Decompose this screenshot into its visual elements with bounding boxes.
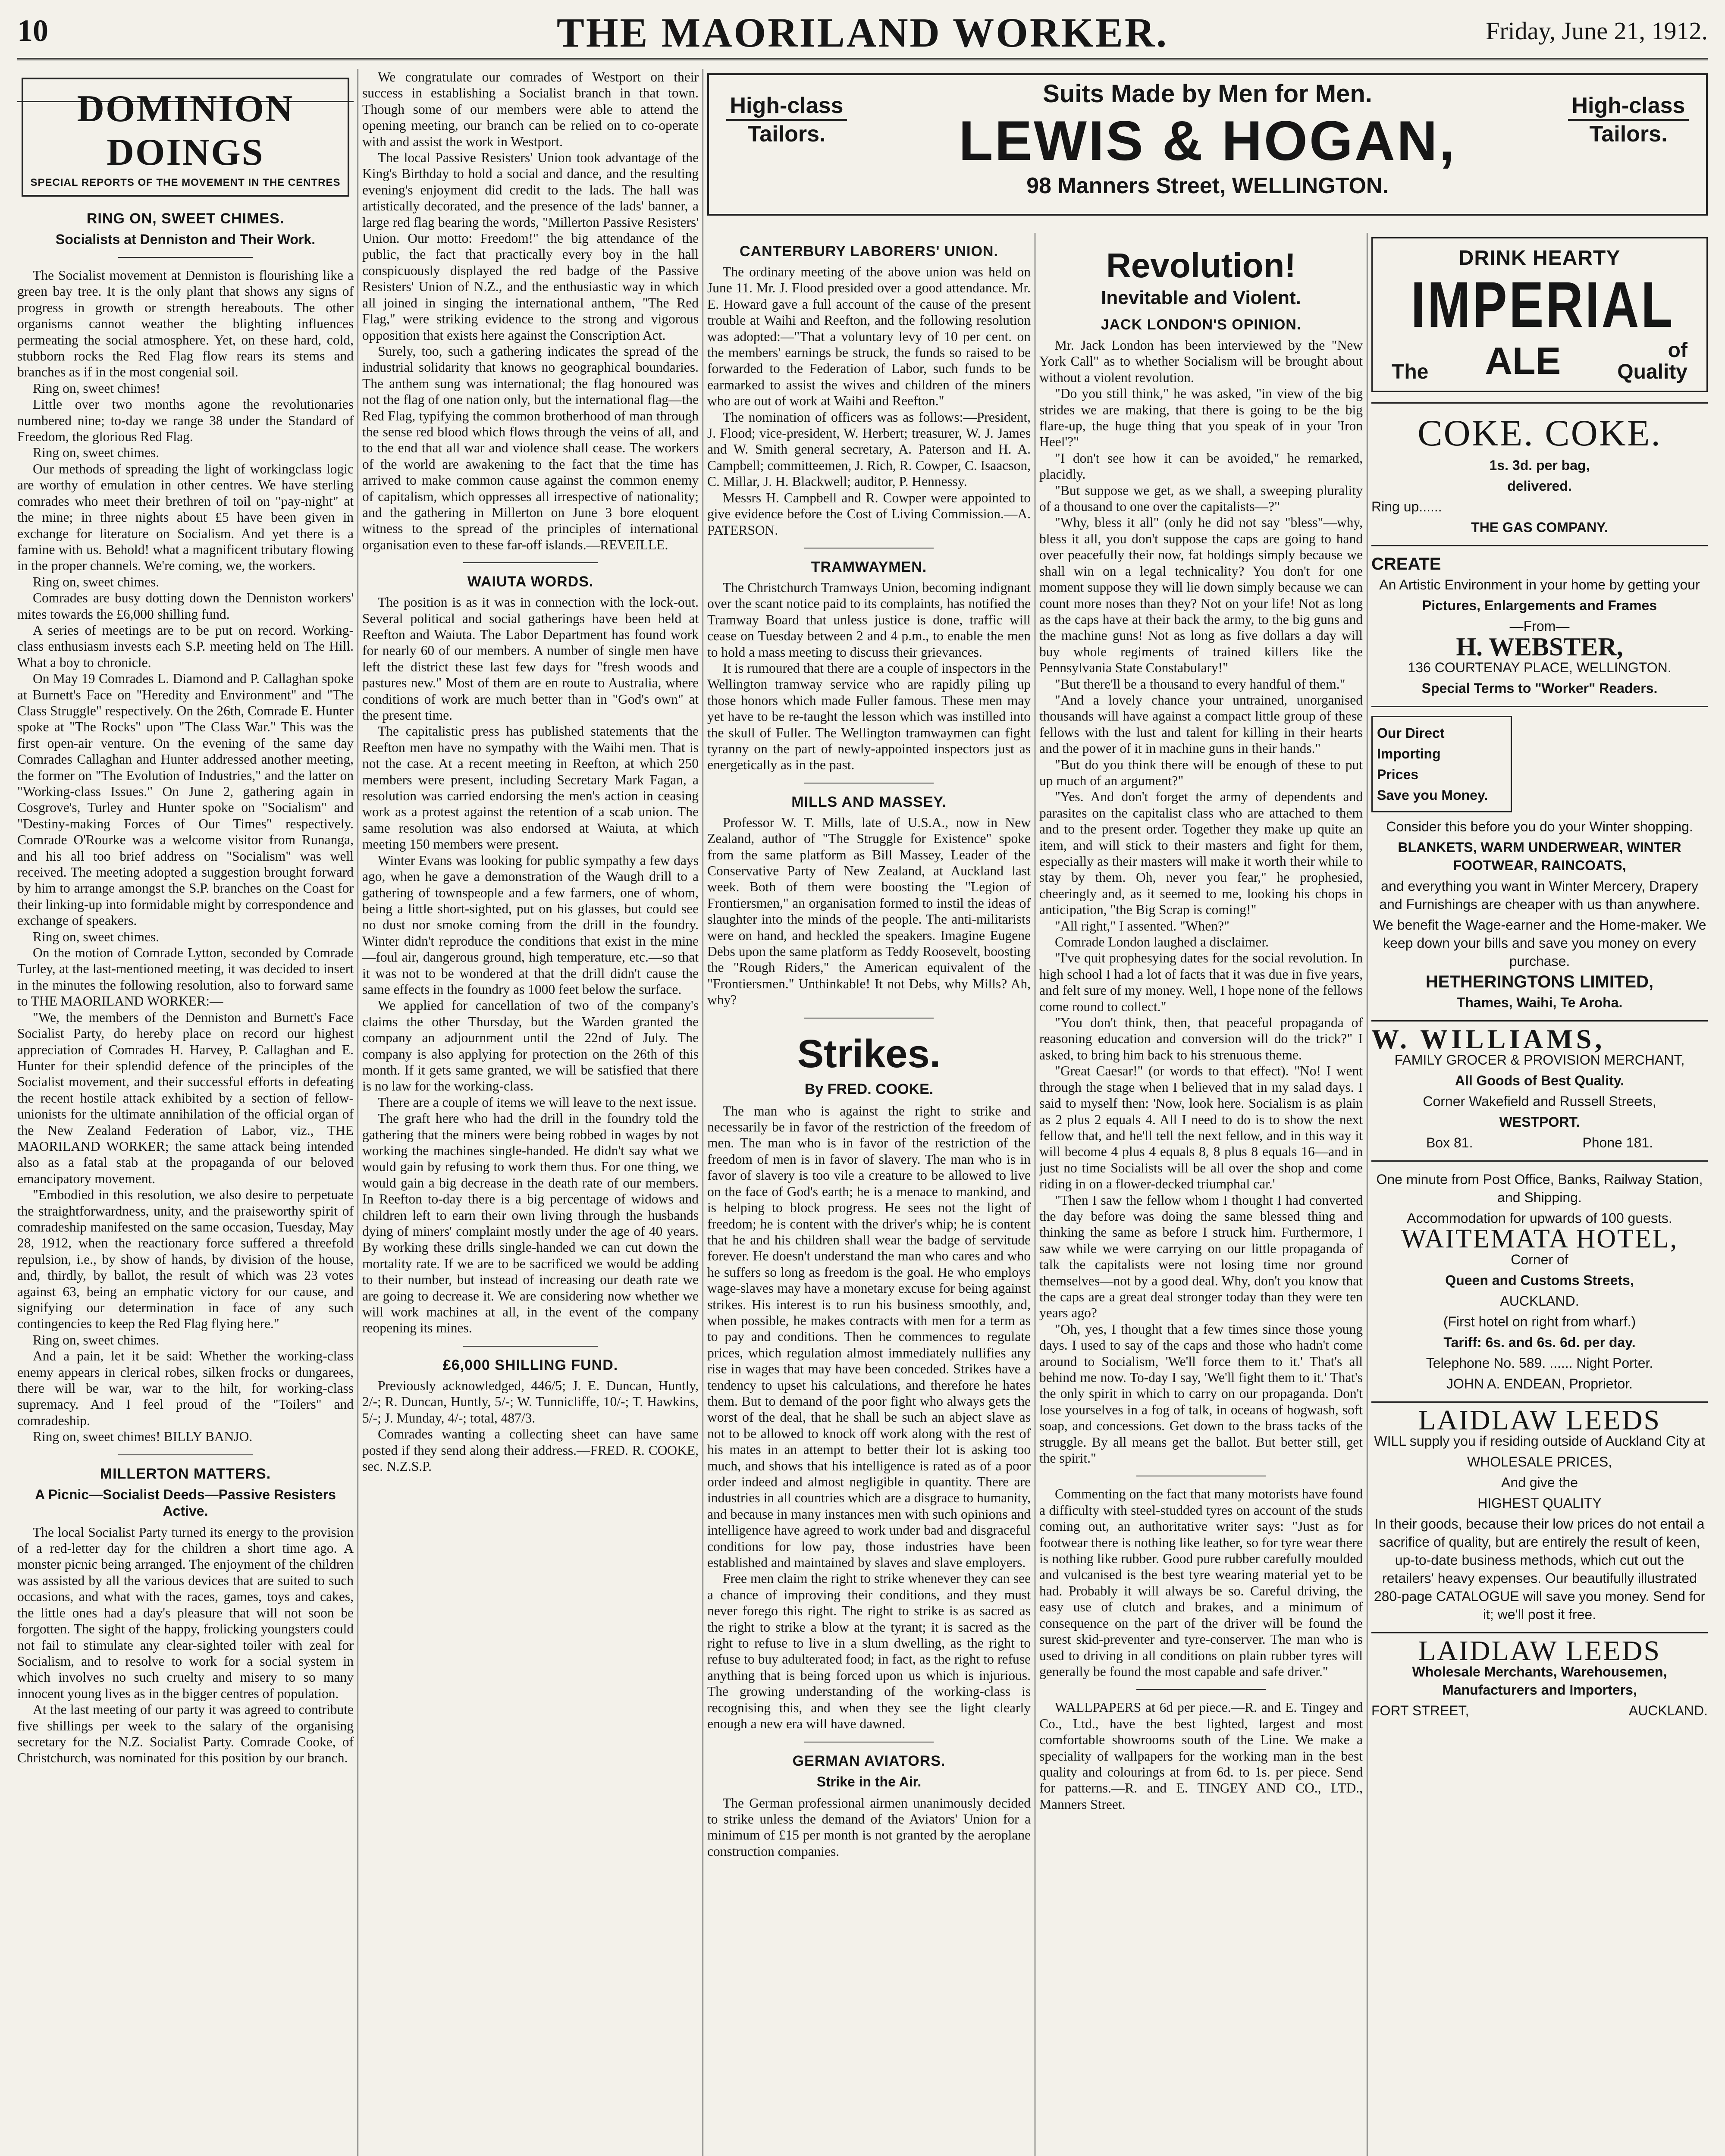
article-heading: GERMAN AVIATORS. bbox=[792, 1752, 946, 1769]
paragraph: "Great Caesar!" (or words to that effect). "No! I went through the stage when I believed that in my salad days. I said to myself then: 'Now, look here. Socialism is as plain as 2 plus 2 equals 4. All I need to do is to show the next fellow that, and he'll tell the next fellow, and in this way it will become 4 plus 4 equals 8, 8 plus 8 equals 16—and in just no time Socialists will be all over the shop and come riding in on a flower-decked triumphal car.' bbox=[1039, 1063, 1363, 1192]
paragraph: Comrades wanting a collecting sheet can have same posted if they send along their address.—FRED. R. COOKE, sec. N.Z.S.P. bbox=[362, 1426, 699, 1474]
ad-firm-name: LAIDLAW LEEDS bbox=[1418, 1404, 1661, 1436]
ad-line: Save you Money. bbox=[1377, 787, 1488, 803]
paragraph: "You don't think, then, that peaceful propaganda of reasoning education and conversion will do the trick?" I asked, to bring him back to his strenuous theme. bbox=[1039, 1015, 1363, 1062]
ad-side-left bbox=[726, 92, 847, 147]
divider bbox=[1371, 1401, 1708, 1403]
dominion-doings-banner bbox=[22, 78, 349, 197]
paragraph: The man who is against the right to strike and necessarily be in favor of the restriction of the freedom of men. The man who is in favor of the restriction of the freedom of men is in favor of slavery. The man who is in favor of slavery is too vile a creature to be allowed to live on the face of God's earth; he is a menace to mankind, and is helping to block progress. He sees not the light of freedom; he is content with the driver's whip; he is content that he and his children shall wear the badge of servitude forever. He doesn't understand the man who cares and who he suffers so long as freedom is the goal. He who employs wage-slaves may have a monetary excuse for being against strikes. His interest is to run his business smoothly, and, when possible, he makes contracts with men for a term as to pay and conditions. Then he commences to regulate prices, which regulation almost immediately nullifies any rise in wages that may have been conceded. Strikes have a tendency to upset his calculations, and therefore he hates them. But to demand of the poor fight who always gets the worst of the deal, that he shall be such an abject slave as not to be allowed to knock off work along with the rest of his mates in an attempt to better their lot is asking too much, and shows that his intelligence is rated as of a poor order indeed and almost negligible in quantity. There are industries in all countries which are a disgrace to humanity, and because in many instances men with such opinions and intelligence have agreed to work under bad and disgraceful conditions for low pay, those industries have been established and maintained by slaves and slave employers. bbox=[707, 1103, 1031, 1570]
coke-advert bbox=[1371, 412, 1708, 536]
article-subheading: Strike in the Air. bbox=[816, 1774, 922, 1789]
article-heading: MILLS AND MASSEY. bbox=[791, 793, 947, 810]
article-subheading: Inevitable and Violent. bbox=[1101, 287, 1301, 308]
lewis-hogan-advert bbox=[707, 73, 1708, 216]
ad-side-line: High-class bbox=[726, 92, 847, 121]
paragraph: Comrade London laughed a disclaimer. bbox=[1055, 934, 1269, 950]
banner-subtitle: SPECIAL REPORTS OF THE MOVEMENT IN THE CENTRES bbox=[30, 177, 341, 188]
paragraph: Professor W. T. Mills, late of U.S.A., now in New Zealand, author of "The Struggle for Existence" spoke from the same platform as Bill Massey, Leader of the Conservative Party of New Zealand, at Auckland last week. Both of them were boosting the "Legion of Frontiersmen," an organisation formed to instil the ideas of slaughter into the minds of the people. The anti-militarists were on hand, and heckled the speakers. Imagine Eugene Debs upon the same platform as Teddy Roosevelt, boosting the "Rough Riders," the American equivalent of the "Frontiersmen." Unthinkable! It not Debs, why Mills? Ah, why? bbox=[707, 815, 1031, 1008]
ad-line: We benefit the Wage-earner and the Home-maker. We keep down your bills and save you money on every purchase. bbox=[1373, 917, 1706, 969]
ad-line: In their goods, because their low prices do not entail a sacrifice of quality, but are entirely the result of keen, up-to-date business methods, which cut out the retailers' heavy expenses. Our beautifully illustrated 280-page CATALOGUE will save you money. Send for it; we'll post it free. bbox=[1374, 1516, 1706, 1622]
article-heading: RING ON, SWEET CHIMES. bbox=[86, 210, 285, 227]
ad-word: The bbox=[1392, 360, 1429, 383]
millerton-body-part1 bbox=[17, 1524, 354, 1766]
ad-line: Wholesale Merchants, Warehousemen, Manufacturers and Importers, bbox=[1412, 1664, 1667, 1698]
column-4 bbox=[1039, 233, 1363, 2156]
ad-address: 98 Manners Street, WELLINGTON. bbox=[1026, 173, 1389, 198]
article-subheading: Socialists at Denniston and Their Work. bbox=[55, 232, 316, 247]
paragraph: Surely, too, such a gathering indicates the spread of the industrial solidarity that knows no geographical boundaries. The anthem sung was international; the flag honoured was not the flag of one nation only, but the international flag—the Red Flag, typifying the common brotherhood of man through the sense red blood which flows through the veins of all, and to the end that all war and violence shall cease. The workers of the world are awakening to the fact that the time has arrived to make common cause against the common enemy of capitalism, which oppresses all irrespective of nationality; and the gathering in Millerton on June 3 bore eloquent witness to the spread of the principles of international organisation even to these far-off islands.—REVEILLE. bbox=[362, 343, 699, 552]
revolution-title: Revolution! bbox=[1106, 246, 1296, 285]
ad-line: An Artistic Environment in your home by getting your bbox=[1379, 577, 1700, 592]
ad-line: WILL supply you if residing outside of Auckland City at bbox=[1374, 1433, 1705, 1449]
ad-box-number: Box 81. bbox=[1426, 1135, 1473, 1150]
paragraph: The Christchurch Tramways Union, becoming indignant over the scant notice paid to its complaints, has notified the Tramway Board that unless justice is done, traffic will cease on Tuesday between 2 and 4 p.m., to enable the men to hold a mass meeting to discuss their grievances. bbox=[707, 580, 1031, 660]
ad-line: And give the bbox=[1501, 1475, 1578, 1490]
divider bbox=[463, 562, 598, 563]
strikes-title: Strikes. bbox=[797, 1031, 941, 1076]
ad-line: (First hotel on right from wharf.) bbox=[1443, 1314, 1636, 1329]
paragraph: "Yes. And don't forget the army of dependents and parasites on the capitalist class who are attached to them and to the present order. Together they make up quite an item, and will stick to their masters and fight for them, especially as their masters will make it worth their while to stay by them. Oh, never you fear," he prophesied, cheeringly and, as it seemed to me, looking his chops in anticipation, "the Big Scrap is coming!" bbox=[1039, 789, 1363, 918]
article-heading: MILLERTON MATTERS. bbox=[100, 1465, 271, 1482]
paragraph: The ordinary meeting of the above union was held on June 11. Mr. J. Flood presided over a good attendance. Mr. E. Howard gave a full account of the cause of the present trouble at Waihi and Reefton, and the following resolution was adopted:—"That a voluntary levy of 10 per cent. on the members' earnings be struck, the funds so raised to be forwarded to the Federation of Labor, such funds to be earmarked to assist the wives and children of the miners who are out of work at Waihi and Reefton." bbox=[707, 264, 1031, 409]
tramwaymen-body bbox=[707, 580, 1031, 773]
paragraph: Ring on, sweet chimes! BILLY BANJO. bbox=[33, 1429, 253, 1445]
divider bbox=[1371, 706, 1708, 707]
ad-address-line bbox=[1371, 1702, 1708, 1720]
ad-line: Queen and Customs Streets, bbox=[1445, 1272, 1634, 1288]
laidlaw-leeds-advert bbox=[1371, 1404, 1708, 1623]
paragraph: On May 19 Comrades L. Diamond and P. Callaghan spoke at Burnett's Face on "Heredity and Environment" and "The Class Struggle" respectively. On the 26th, Comrade E. Hunter spoke at "The Rocks" upon "The Class War." This was the first open-air venture. On the evening of the same day Comrades Callaghan and Hunter addressed another meeting, the former on "The Evolution of Industries," and the latter on "Working-class Issues." On June 2, gathering again in Cosgrove's, Turley and Hunter spoke on "Socialism" and "Destiny-making Forces of Our Times" respectively. Comrade O'Rourke was a welcome visitor from Runanga, and his all too brief address on "Socialism" was well received. The meeting adopted a suggestion brought forward by him to arrange amongst the S.P. branches on the Coast for their linking-up into formidable might by correspondence and exchange of speakers. bbox=[17, 671, 354, 928]
ad-town: AUCKLAND. bbox=[1628, 1703, 1708, 1718]
masthead bbox=[17, 9, 1708, 60]
ad-word: Quality bbox=[1617, 360, 1687, 383]
webster-advert bbox=[1371, 555, 1708, 697]
ring-on-body bbox=[17, 267, 354, 1445]
paragraph: "Do you still think," he was asked, "in view of the big strides we are making, that there is going to be the big flare-up, the huge thing that you speak of in your 'Iron Heel'?" bbox=[1039, 386, 1363, 450]
imperial-ale-advert bbox=[1371, 237, 1708, 392]
revolution-body bbox=[1039, 337, 1363, 1466]
paragraph: "We, the members of the Denniston and Burnett's Face Socialist Party, do hereby place on record our highest appreciation of Comrades H. Harvey, P. Callaghan and E. Hunter for their splendid defence of the principles of the Socialist movement, and their successful efforts in defeating the recent hostile attack exhibited by a section of fellow-unionists for the ultimate annihilation of the official organ of the New Zealand Federation of Labor, viz., THE MAORILAND WORKER; the same attack being intended also as a fatal stab at the propaganda of our beloved emancipatory movement. bbox=[17, 1009, 354, 1186]
ad-line: AUCKLAND. bbox=[1500, 1293, 1579, 1309]
paragraph: Free men claim the right to strike whenever they can see a chance of improving their conditions, and they must never forego this right. The right to strike is as sacred as the right to strike a blow at the tyrant; it is sacred as the right to refuse to live in a slum dwelling, as the right to refuse to buy adulterated food; in fact, as the right to refuse anything that is being forced upon us which is injurious. The growing understanding of the working-class is recognising this, and when they see the light clearly enough a new era will have dawned. bbox=[707, 1571, 1031, 1732]
ad-box bbox=[1371, 716, 1512, 812]
ad-title: COKE. COKE. bbox=[1418, 412, 1662, 454]
paragraph: The German professional airmen unanimously decided to strike unless the demand of the Aviators' Union for a minimum of £15 per month is not granted by the aeroplane construction companies. bbox=[707, 1795, 1031, 1859]
ad-centre bbox=[864, 79, 1551, 199]
article-heading: TRAMWAYMEN. bbox=[811, 558, 927, 575]
paragraph: Little over two months agone the revolutionaries numbered nine; to-day we range 38 under the Standard of Freedom, the glorious Red Flag. bbox=[17, 397, 354, 445]
ad-line: Our Direct bbox=[1377, 725, 1445, 741]
laidlaw-leeds-wholesale-advert bbox=[1371, 1635, 1708, 1720]
paragraph: "But suppose we get, as we shall, a sweeping plurality of a thousand to one over the capitalists—?" bbox=[1039, 483, 1363, 514]
ad-line: Thames, Waihi, Te Aroha. bbox=[1456, 995, 1623, 1010]
divider bbox=[1371, 545, 1708, 546]
ad-line: Tariff: 6s. and 6s. 6d. per day. bbox=[1443, 1335, 1636, 1350]
ad-side-line: Tailors. bbox=[1589, 122, 1668, 147]
paragraph: Ring on, sweet chimes. bbox=[33, 1332, 160, 1348]
ad-line: and everything you want in Winter Mercery, Drapery and Furnishings are cheaper with us than anywhere. bbox=[1379, 878, 1700, 912]
page-number: 10 bbox=[17, 13, 48, 48]
ad-line: FAMILY GROCER & PROVISION MERCHANT, bbox=[1394, 1052, 1685, 1068]
ad-firm-name: W. WILLIAMS, bbox=[1371, 1024, 1606, 1054]
column-1 bbox=[17, 69, 354, 2156]
ad-firm-name: WAITEMATA HOTEL, bbox=[1401, 1224, 1678, 1253]
ad-line: JOHN A. ENDEAN, Proprietor. bbox=[1446, 1376, 1633, 1391]
paragraph: Previously acknowledged, 446/5; J. E. Duncan, Huntly, 2/-; R. Duncan, Huntly, 5/-; W. Tunnicliffe, 10/-; T. Hawkins, 5/-; J. Munday, 4/-; total, 487/3. bbox=[362, 1378, 699, 1426]
paragraph: "And a lovely chance your untrained, unorganised thousands will have against a compact little group of these fellows with the lust and talent for killing in their hearts and the power of it in machine guns in their hands." bbox=[1039, 692, 1363, 756]
paragraph: The position is as it was in connection with the lock-out. Several political and social gatherings have been held at Reefton and Waiuta. The Labor Department has found work for nearly 60 of our members. A number of single men have left the district these last few days for "fresh woods and pastures new." Most of them are en route to Australia, where conditions of work are much better than in "God's own" at the present time. bbox=[362, 595, 699, 723]
paragraph: Ring on, sweet chimes. bbox=[33, 445, 160, 461]
ad-firm-name: HETHERINGTONS LIMITED, bbox=[1425, 972, 1654, 991]
ad-side-line: Tailors. bbox=[747, 122, 826, 147]
paragraph: "Then I saw the fellow whom I thought I had converted the day before was doing the same blessed thing and thinking the same as before I struck him. Furthermore, I saw while we were carrying on our little propaganda of talk the capitalists were not losing time nor ground themselves—not by a good deal. Why, don't you know that the caps are a great deal stronger today than they were ten years ago? bbox=[1039, 1192, 1363, 1321]
paragraph: Mr. Jack London has been interviewed by the "New York Call" as to whether Socialism will be brought about without a violent revolution. bbox=[1039, 338, 1363, 385]
paragraph: Ring on, sweet chimes. bbox=[33, 929, 160, 944]
paragraph: It is rumoured that there are a couple of inspectors in the Wellington tramway service who are rapidly piling up those honors which made Fuller famous. These men may yet have to be re-taught the lesson which was instilled into the skull of Fuller. The Wellington tramwaymen can fight tyranny on the part of newly-appointed inspectors just as energetically as in the past. bbox=[707, 660, 1031, 773]
article-heading: WAIUTA WORDS. bbox=[467, 573, 594, 590]
divider bbox=[1371, 1020, 1708, 1022]
ad-phone: Phone 181. bbox=[1582, 1135, 1653, 1150]
paragraph: The graft here who had the drill in the foundry told the gathering that the miners were being robbed in wages by not working the machines single-handed. He didn't say what we would gain by refusing to work them thus. For one thing, we would gain a big decrease in the death rate of our members. In Reefton to-day there is a big percentage of widows and children left to earn their own living through the husbands dying of miners' complaint mostly under the age of 40 years. By working these drills single-handed we can cut down the mortality rate. If we are to be sacrificed we would be adding to their number, but instead of increasing our death rate we are going to decrease it. We are considering now whether we will work machines at all, in the event of the company reopening its mines. bbox=[362, 1111, 699, 1336]
aviators-body bbox=[707, 1795, 1031, 1860]
paragraph: "I don't see how it can be avoided," he remarked, placidly. bbox=[1039, 450, 1363, 482]
article-heading: £6,000 SHILLING FUND. bbox=[442, 1357, 618, 1373]
divider bbox=[1136, 1689, 1266, 1690]
paragraph: At the last meeting of our party it was agreed to contribute five shillings per week to the salary of the organising secretary for the N.Z. Socialist Party. Comrade Cooke, of Christchurch, was nominated for this position by our branch. bbox=[17, 1702, 354, 1766]
ad-word: of bbox=[1668, 339, 1687, 362]
paragraph: Winter Evans was looking for public sympathy a few days ago, when he gave a demonstration of the Waugh drill to a gathering of townspeople and a few farmers, one of whom, being a little short-sighted, put on his glasses, but could see no dust nor smoke coming from the drill in the foundry. Winter didn't reproduce the conditions that exist in the mine—foul air, dangerous ground, high temperature, etc.—so that it was not to be wondered at that the drill didn't cause the same effects in the foundry as 1000 feet below the surface. bbox=[362, 852, 699, 997]
ad-line: All Goods of Best Quality. bbox=[1455, 1073, 1625, 1088]
paragraph: Comrades are busy dotting down the Denniston workers' mites towards the £6,000 shilling fund. bbox=[17, 590, 354, 622]
ad-firm-name: H. WEBSTER, bbox=[1456, 633, 1623, 661]
column-5-adverts bbox=[1371, 233, 1708, 2156]
ad-line: WHOLESALE PRICES, bbox=[1467, 1454, 1612, 1470]
ad-contact-line bbox=[1371, 1134, 1708, 1152]
ad-line: Pictures, Enlargements and Frames bbox=[1422, 598, 1657, 613]
waitemata-hotel-advert bbox=[1371, 1170, 1708, 1393]
ad-brand: IMPERIAL bbox=[1411, 268, 1675, 341]
strikes-body bbox=[707, 1103, 1031, 1732]
paragraph: The capitalistic press has published statements that the Reefton men have no sympathy with the Waihi men. That is not the case. At a recent meeting in Reefton, at which 250 members were present, including Secretary Mark Fagan, a resolution was carried endorsing the men's action in ceasing work as a protest against the retention of a scab union. The same resolution was also endorsed at Waiuta, at which meeting 150 members were present. bbox=[362, 724, 699, 852]
ad-line: HIGHEST QUALITY bbox=[1477, 1495, 1602, 1511]
ad-line: 136 COURTENAY PLACE, WELLINGTON. bbox=[1408, 660, 1672, 675]
ad-line: Corner Wakefield and Russell Streets, bbox=[1423, 1094, 1656, 1109]
divider bbox=[118, 257, 253, 258]
divider bbox=[1371, 1632, 1708, 1633]
ad-line: One minute from Post Office, Banks, Railway Station, and Shipping. bbox=[1376, 1172, 1703, 1205]
column-2 bbox=[362, 69, 699, 2156]
ad-line: Importing bbox=[1377, 746, 1441, 761]
paragraph: "But there'll be a thousand to every handful of them." bbox=[1055, 676, 1346, 692]
paragraph: On the motion of Comrade Lytton, seconded by Comrade Turley, at the last-mentioned meeting, it was decided to insert in the minutes the following resolution, also to forward same to THE MAORILAND WORKER:— bbox=[17, 945, 354, 1009]
ad-of-quality bbox=[1617, 340, 1687, 383]
article-heading: JACK LONDON'S OPINION. bbox=[1101, 317, 1302, 333]
ad-line: Prices bbox=[1377, 767, 1419, 782]
paragraph: We congratulate our comrades of Westport on their success in establishing a Socialist branch in that town. Though some of our members were able to attend the opening meeting, our branch can be relied on to co-operate with and assist the work in Westport. bbox=[362, 69, 699, 149]
paragraph: "I've quit prophesying dates for the social revolution. In high school I had a lot of facts that it was due in five years, and felt sure of my money. Well, I hope none of the fellows come round to collect." bbox=[1039, 950, 1363, 1014]
ad-side-line: High-class bbox=[1568, 92, 1689, 121]
newspaper-title: THE MAORILAND WORKER. bbox=[556, 9, 1169, 56]
canterbury-body bbox=[707, 264, 1031, 538]
tyre-paragraph: Commenting on the fact that many motorists have found a difficulty with steel-studded tyres on account of the studs coming out, an authoritative writer says: "Just as for footwear there is nothing like leather, so for tyre wear there is nothing like rubber. Good pure rubber carefully moulded and vulcanised is the best tyre wearing material yet to be had. Probably it will always be so. Careful driving, the easy use of clutch and brakes, and a minimum of consequence on the part of the driver will be found the surest skid-preventer and tyre-conserver. The man who is used to driving in all conditions on plain rubber tyres will generally be found the most capable and safe driver." bbox=[1039, 1486, 1363, 1679]
article-subheading: A Picnic—Socialist Deeds—Passive Resisters Active. bbox=[35, 1486, 336, 1519]
paragraph: "But do you think there will be enough of these to put up much of an argument?" bbox=[1039, 757, 1363, 788]
divider bbox=[118, 1454, 253, 1455]
ad-line: —From— bbox=[1509, 618, 1570, 634]
ad-line: THE GAS COMPANY. bbox=[1471, 520, 1608, 535]
ad-line: WESTPORT. bbox=[1499, 1114, 1580, 1130]
ad-firm-name: LEWIS & HOGAN, bbox=[959, 109, 1456, 172]
shilling-fund-body bbox=[362, 1378, 699, 1474]
banner-title: DOMINION DOINGS bbox=[77, 88, 294, 173]
paragraph: The Socialist movement at Denniston is flourishing like a green bay tree. It is the only plant that shows any signs of progress in growth or strength hereabouts. The other organisms cannot weather the blighting influences permeating the social atmosphere. Yet, on these hard, cold, stubborn rocks the Red Flag flow rears its stems and branches as if in the most congenial soil. bbox=[17, 268, 354, 380]
williams-advert bbox=[1371, 1024, 1708, 1152]
ad-line: Consider this before you do your Winter shopping. bbox=[1386, 819, 1693, 834]
paragraph: And a pain, let it be said: Whether the working-class enemy appears in clerical robes, silken frocks or dungarees, there will be war, war to the hilt, for working-class supremacy. And I feel proud of the "Toilers" and comradeship. bbox=[17, 1348, 354, 1428]
waiuta-body bbox=[362, 594, 699, 1336]
wallpapers-advert: WALLPAPERS at 6d per piece.—R. and E. Tingey and Co., Ltd., have the best lighted, largest and most comfortable showrooms south of the Line. We make a speciality of wallpapers for the working man in the best quality and colourings at from 6d. to 1s. per piece. Send for patterns.—R. and E. TINGEY AND CO., LTD., Manners Street. bbox=[1039, 1700, 1363, 1812]
ad-line: Corner of bbox=[1511, 1252, 1568, 1267]
paragraph: "Embodied in this resolution, we also desire to perpetuate the straightforwardness, unity, and the praiseworthy spirit of comradeship manifested on the same occasion, Tuesday, May 28, 1912, when the reactionary force suffered a threefold repulsion, i.e., by show of hands, by division of the house, and, thirdly, by ballot, the result of which was 23 votes against 63, being an emphatic victory for our cause, and signifying our determination in face of any such contingencies to keep the Red Flag flying here." bbox=[17, 1187, 354, 1332]
ad-line: delivered. bbox=[1507, 478, 1572, 494]
article-heading: CANTERBURY LABORERS' UNION. bbox=[740, 243, 998, 260]
paragraph: We applied for cancellation of two of the company's claims the other Thursday, but the Warden granted the company an adjournment until the 22nd of July. The company is also applying for protection on the 26th of this month. If it gets same granted, we will be satisfied that there is no law for the working-class. bbox=[362, 998, 699, 1094]
issue-date: Friday, June 21, 1912. bbox=[1486, 17, 1708, 45]
ad-side-right bbox=[1568, 92, 1689, 147]
ad-line: BLANKETS, WARM UNDERWEAR, WINTER FOOTWEAR, RAINCOATS, bbox=[1398, 840, 1681, 873]
millerton-body-part2 bbox=[362, 69, 699, 553]
hetheringtons-advert bbox=[1371, 716, 1708, 1012]
ad-line: Telephone No. 589. ...... Night Porter. bbox=[1426, 1355, 1653, 1371]
paragraph: Messrs H. Campbell and R. Cowper were appointed to give evidence before the Cost of Living Commission.—A. PATERSON. bbox=[707, 490, 1031, 538]
ad-headline: DRINK HEARTY bbox=[1458, 247, 1621, 270]
paragraph: Our methods of spreading the light of workingclass logic are worthy of emulation in other centres. We have sterling comrades who meet their brethren of toil on "pay-night" at the mine; in three nights about £5 have been given in exchange for literature on Socialism. And yet there is a famine with us. Behold! what a magnificent tributary flowing in the proper channels. We're coming, we, the workers. bbox=[17, 461, 354, 573]
ad-line: Ring up...... bbox=[1371, 499, 1442, 514]
ad-word: ALE bbox=[1485, 339, 1561, 382]
paragraph: The nomination of officers was as follows:—President, J. Flood; vice-president, W. Herbert; treasurer, W. J. James and W. Smith general secretary, A. Paterson and H. A. Campbell; committeemen, J. Rich, R. Cowper, C. Isaacson, C. Millar, J. H. Blackwell; auditor, P. Hennessy. bbox=[707, 409, 1031, 489]
divider bbox=[1371, 402, 1708, 404]
paragraph: "Oh, yes, I thought that a few times since those young days. I used to say of the caps and those who hadn't come around to Socialism, 'We'll force them to it.' That's all behind me now. To-day I say, 'We'll fight them to it.' That's the only spirit in which to carry on our propaganda. Don't lose yourselves in a fog of talk, in oceans of hogwash, soft soap, and concessions. Get down to the brass tacks of the struggle. By all means get the ballot. But better still, get the spirit." bbox=[1039, 1321, 1363, 1466]
divider bbox=[1371, 1160, 1708, 1162]
paragraph: There are a couple of items we will leave to the next issue. bbox=[378, 1094, 697, 1110]
byline: By FRED. COOKE. bbox=[804, 1081, 934, 1097]
paragraph: "All right," I assented. "When?" bbox=[1055, 918, 1229, 934]
ad-ale-line bbox=[1379, 339, 1700, 383]
paragraph: Ring on, sweet chimes! bbox=[33, 380, 160, 396]
paragraph: A series of meetings are to be put on record. Working-class enthusiasm invests each S.P. meeting held on The Hill. What a boy to chronicle. bbox=[17, 622, 354, 670]
ad-street: FORT STREET, bbox=[1371, 1703, 1469, 1718]
column-3 bbox=[707, 233, 1031, 2156]
paragraph: The local Passive Resisters' Union took advantage of the King's Birthday to hold a social and dance, and the resulting evening's enjoyment did credit to the lads. The hall was artistically decorated, and the presence of the lads' banner, a large red flag bearing the words, "Millerton Passive Resisters' Union. Our motto: Freedom!" the big attendance of the public, the fact that practically every boy in the hall conspicuously displayed the red badge of the Passive Resisters' Union of N.Z., and the enthusiastic way in which all joined in singing the international anthem, "The Red Flag," were striking evidence to the strong and vigorous opposition that exists here against the Conscription Act. bbox=[362, 150, 699, 343]
ad-tagline: Suits Made by Men for Men. bbox=[1043, 80, 1372, 108]
paragraph: "Why, bless it all" (only he did not say "bless"—why, bless it all, you don't suppose the caps are going to hand over peacefully their now, fat holdings simply because we shall win on a legal technicality? You don't for one moment suppose they will lie down simply because we can count more noses than they? Not on your life! Not as long as the caps have at their back the army, to the big guns and the machine guns! Not as long as five dollars a day will buy whole regiments of trained killers like the Pennsylvania State Constabulary!" bbox=[1039, 515, 1363, 676]
ad-line: Special Terms to "Worker" Readers. bbox=[1421, 680, 1658, 696]
ad-line: Accommodation for upwards of 100 guests. bbox=[1407, 1210, 1672, 1226]
paragraph: The local Socialist Party turned its energy to the provision of a red-letter day for the children a short time ago. A monster picnic being arranged. The enjoyment of the children was assisted by all the various devices that are suited to such occasions, and what with the races, games, toys and cakes, the little ones had a day's pleasure that will not soon be forgotten. The sight of the happy, frolicking youngsters could not fail to stimulate any clear-sighted toiler with zeal for Socialism, and to resolve to work for a social system in which involves no such cruelty and misery to so many innocent young lives as in the bigger centres of population. bbox=[17, 1524, 354, 1701]
mills-body bbox=[707, 815, 1031, 1008]
divider bbox=[463, 1346, 598, 1347]
ad-line: 1s. 3d. per bag, bbox=[1489, 458, 1590, 473]
paragraph: Ring on, sweet chimes. bbox=[33, 574, 160, 589]
ad-title: CREATE bbox=[1371, 555, 1441, 573]
ad-firm-name: LAIDLAW LEEDS bbox=[1418, 1635, 1661, 1667]
